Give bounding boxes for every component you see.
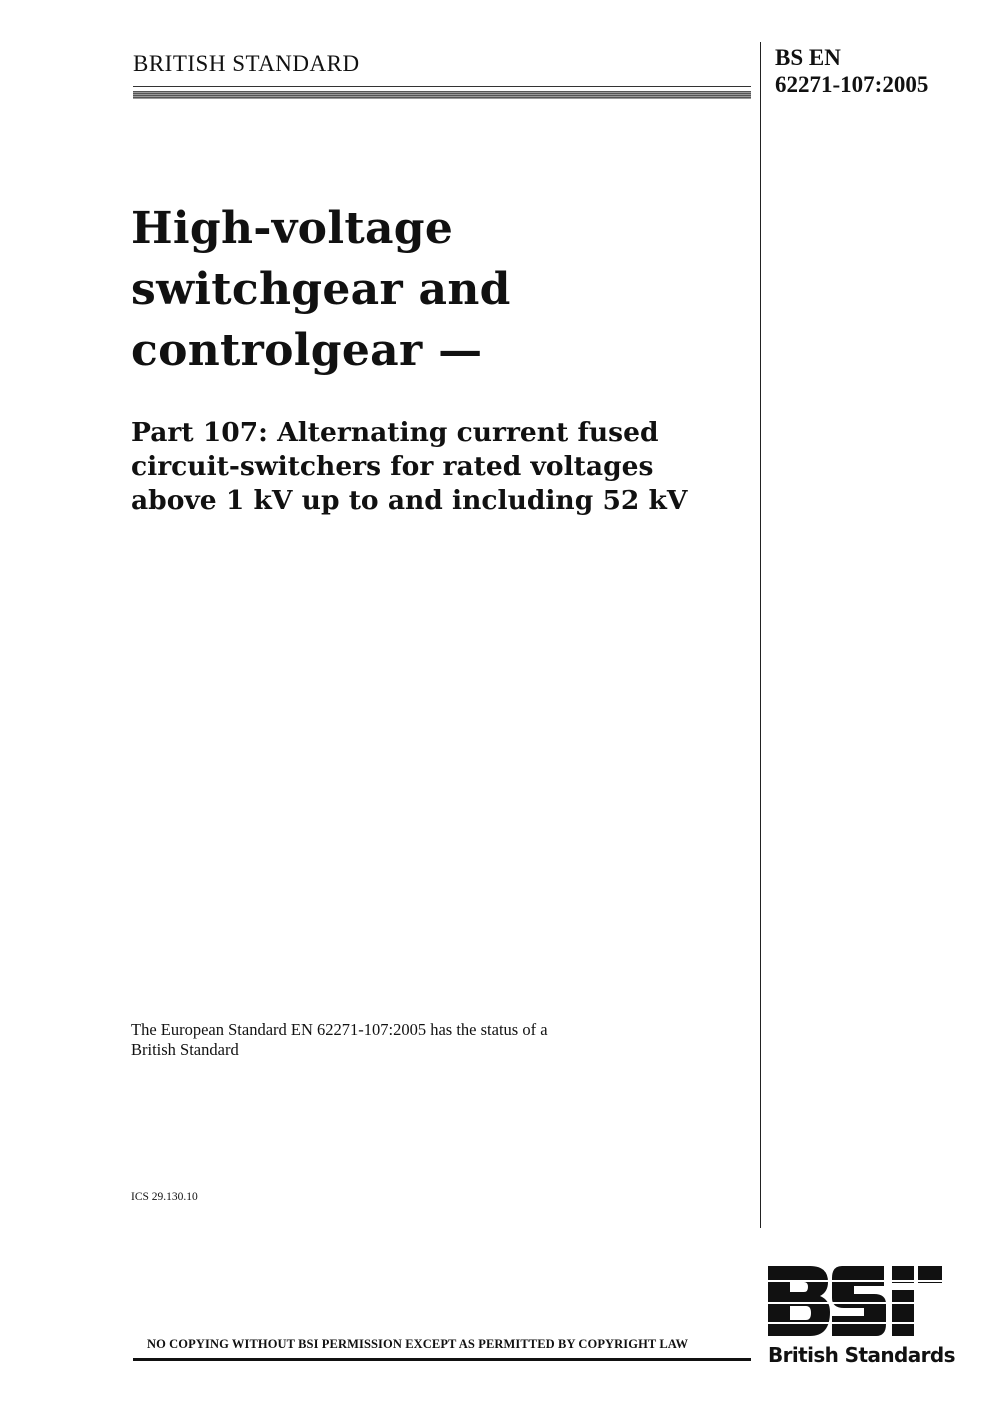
subtitle-line: circuit-switchers for rated voltages bbox=[131, 451, 654, 482]
header-thick-rule bbox=[133, 91, 751, 99]
document-number bbox=[775, 44, 928, 98]
bsi-logo bbox=[766, 1260, 955, 1370]
status-note-line: The European Standard EN 62271-107:2005 has the status of a bbox=[131, 1020, 548, 1039]
header-thin-rule bbox=[133, 86, 751, 87]
document-number-line: BS EN bbox=[775, 45, 841, 70]
document-number-line: 62271-107:2005 bbox=[775, 72, 929, 97]
vertical-divider bbox=[760, 42, 761, 1228]
title-line: switchgear and bbox=[131, 264, 511, 315]
title-line: High-voltage bbox=[131, 203, 454, 254]
ics-code: ICS 29.130.10 bbox=[131, 1191, 198, 1203]
document-subtitle bbox=[131, 416, 687, 518]
document-title bbox=[131, 198, 511, 381]
bsi-logo-mark-icon bbox=[766, 1260, 946, 1344]
title-line: controlgear — bbox=[131, 325, 483, 376]
bsi-logo-text: British Standards bbox=[768, 1343, 955, 1367]
header-rule bbox=[133, 86, 751, 99]
standard-type-label: BRITISH STANDARD bbox=[133, 51, 360, 76]
copyright-notice: NO COPYING WITHOUT BSI PERMISSION EXCEPT AS PERMITTED BY COPYRIGHT LAW bbox=[147, 1337, 689, 1351]
status-note-line: British Standard bbox=[131, 1040, 239, 1059]
footer-rule bbox=[133, 1358, 751, 1361]
subtitle-line: Part 107: Alternating current fused bbox=[131, 417, 659, 448]
status-note bbox=[131, 1020, 548, 1060]
subtitle-line: above 1 kV up to and including 52 kV bbox=[131, 485, 688, 516]
